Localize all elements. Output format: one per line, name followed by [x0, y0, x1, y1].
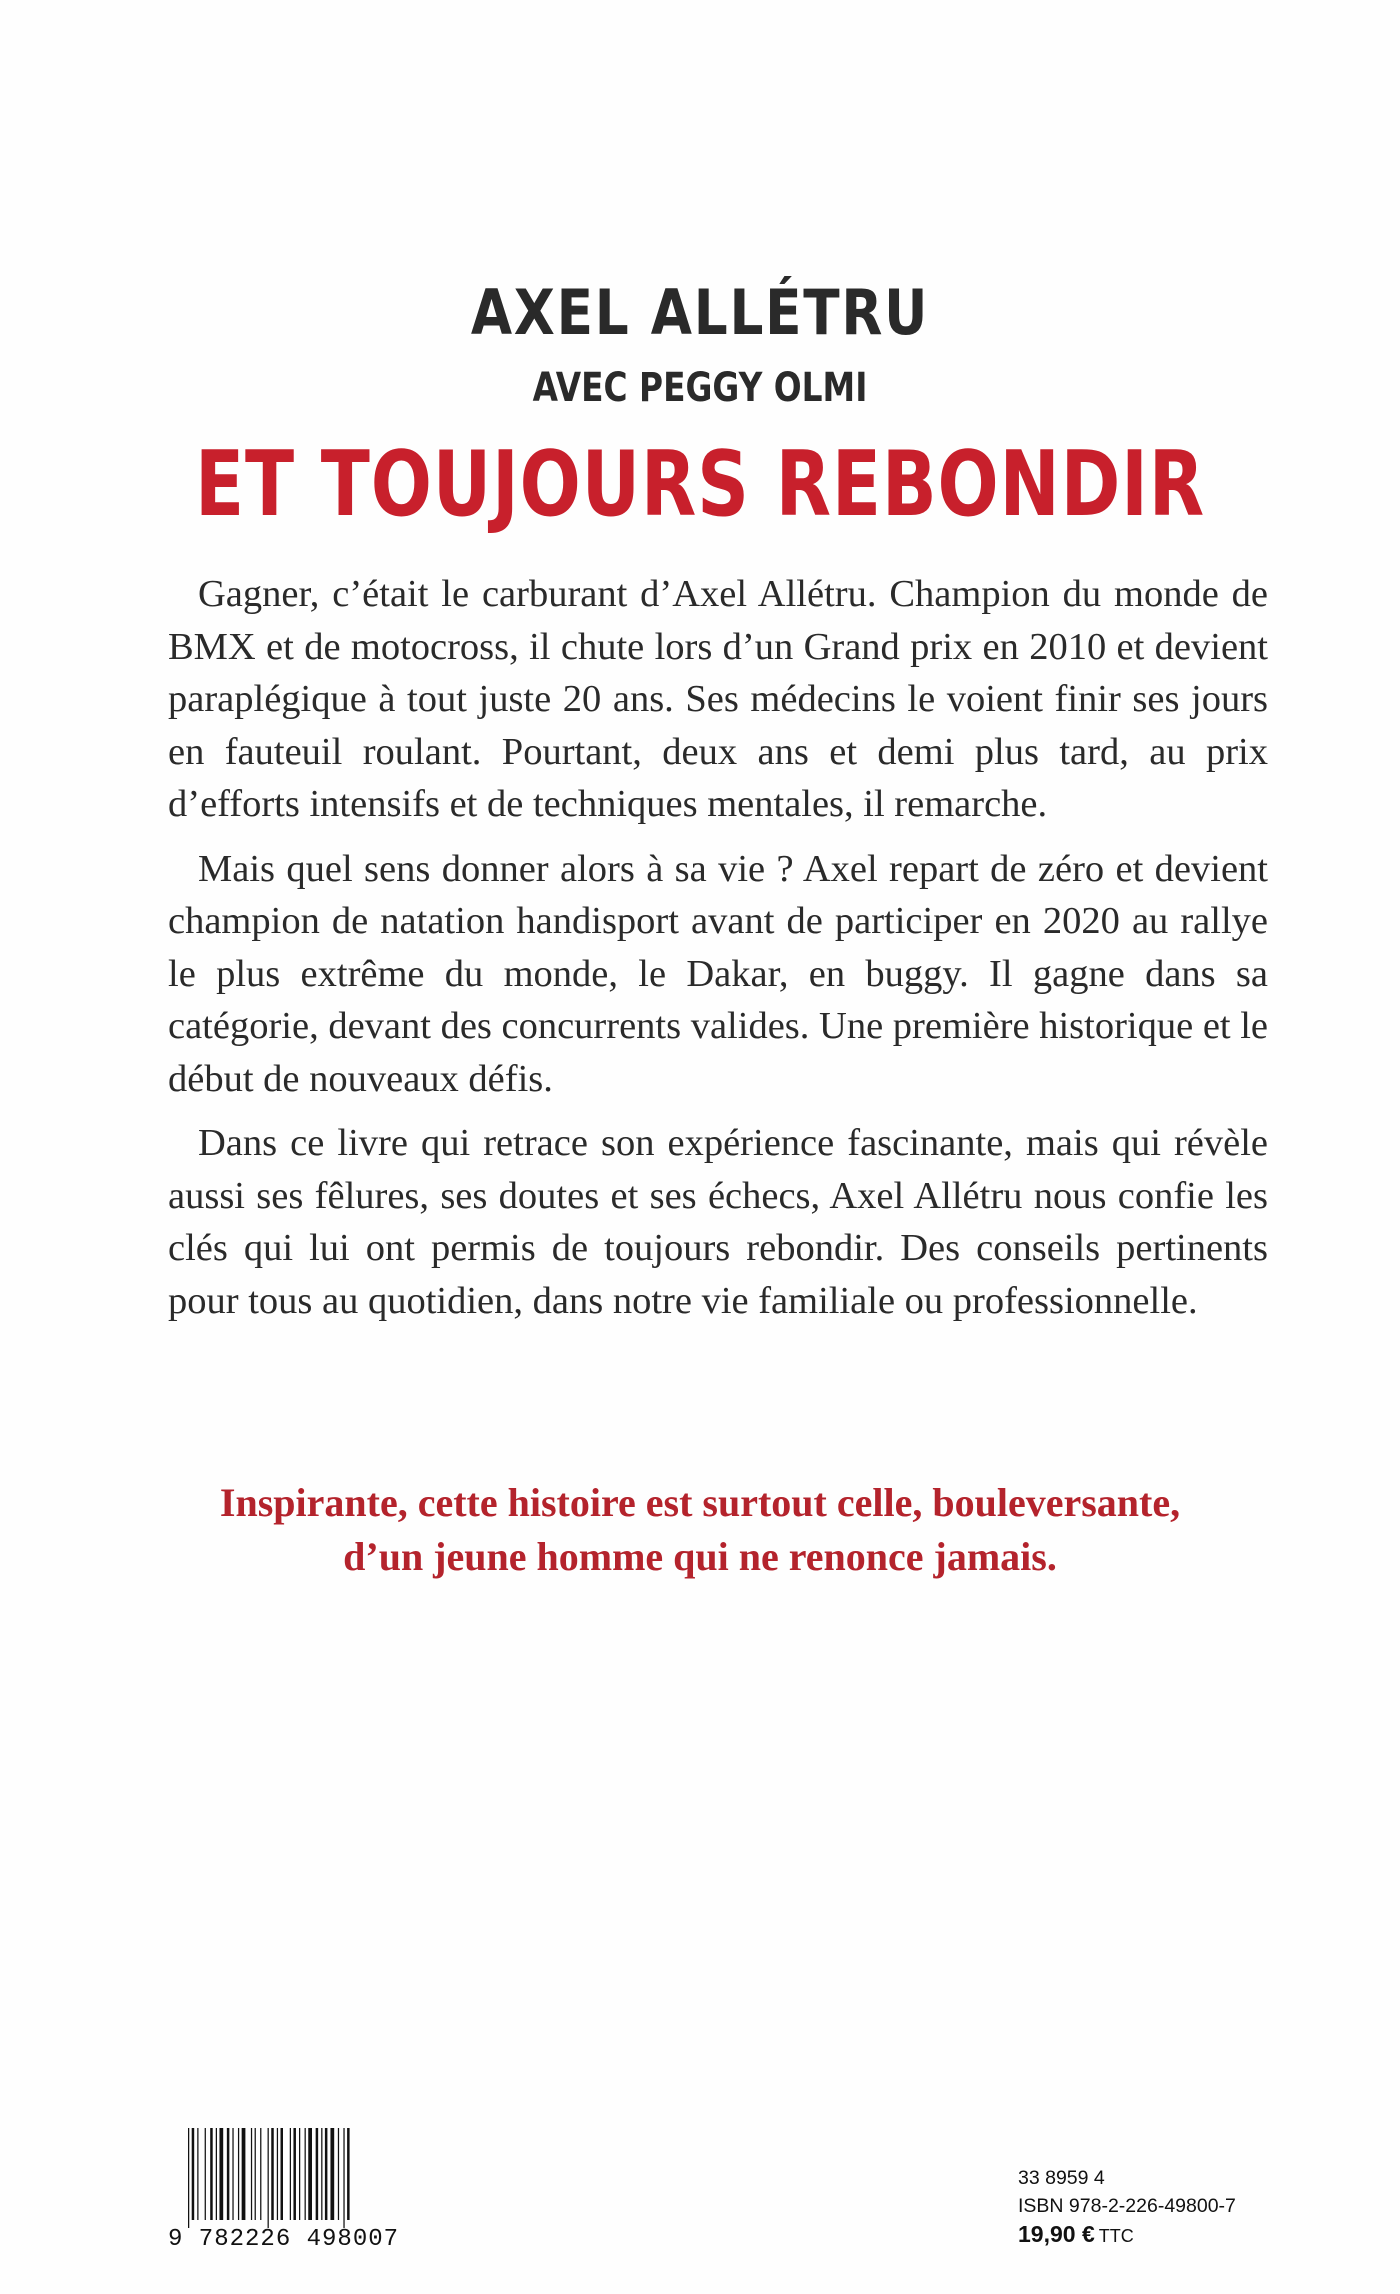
coauthor-name: AVEC PEGGY OLMI [532, 365, 868, 411]
barcode-bar [192, 2128, 195, 2220]
barcode-bar [232, 2128, 233, 2220]
barcode-bar [188, 2128, 189, 2228]
barcode-bar [216, 2128, 217, 2220]
barcode-bar [347, 2128, 350, 2220]
price-box [1018, 2164, 1318, 2250]
barcode [168, 2122, 420, 2262]
barcode-bar [290, 2128, 291, 2220]
tagline-line-1: Inspirante, cette histoire est surtout celle, bouleversante, [219, 1480, 1181, 1525]
barcode-bar [330, 2128, 334, 2220]
blurb-paragraph-1: Gagner, c’était le carburant d’Axel Allétru. Champion du monde de BMX et de motocross, il chute lors d’un Grand prix en 2010 et devient paraplégique à tout juste 20 ans. Ses médecins le voient finir ses jours en fauteuil roulant. Pourtant, deux ans et demi plus tard, au prix d’efforts intensifs et de techniques mentales, il remarche. [168, 573, 1268, 825]
barcode-bar [260, 2128, 261, 2220]
blurb [168, 568, 1268, 1339]
barcode-bars [188, 2128, 410, 2228]
barcode-bar [210, 2128, 213, 2220]
product-code: 33 8959 4 [1018, 2167, 1105, 2189]
barcode-bar [205, 2128, 206, 2220]
isbn: ISBN 978-2-226-49800-7 [1018, 2195, 1236, 2217]
blurb-paragraph-3: Dans ce livre qui retrace son expérience fascinante, mais qui révèle aussi ses fêlures, ses doutes et ses échecs, Axel Allétru nous confie les clés qui lui ont permis de toujours rebondir. Des conseils pertinents pour tous au quotidien, dans notre vie familiale ou professionnelle. [168, 1122, 1268, 1322]
barcode-bar [251, 2128, 252, 2220]
barcode-bar [308, 2128, 312, 2220]
barcode-digits: 9 782226 498007 [168, 2226, 400, 2253]
book-title: ET TOUJOURS REBONDIR [195, 432, 1205, 537]
barcode-bar [238, 2128, 239, 2220]
price-suffix: TTC [1098, 2226, 1134, 2246]
barcode-bar [197, 2128, 198, 2220]
barcode-bar [321, 2128, 322, 2220]
barcode-bar [305, 2128, 306, 2220]
tagline-line-2: d’un jeune homme qui ne renonce jamais. [343, 1534, 1057, 1579]
price: 19,90 € [1018, 2221, 1095, 2247]
barcode-bar [271, 2128, 274, 2220]
price-line [1018, 2220, 1318, 2250]
barcode-bar [227, 2128, 230, 2220]
barcode-bar [338, 2128, 339, 2220]
barcode-bar [255, 2128, 256, 2220]
barcode-bar [242, 2128, 246, 2220]
author-name: AXEL ALLÉTRU [470, 276, 930, 349]
barcode-bar [299, 2128, 300, 2220]
barcode-bar [268, 2128, 269, 2228]
barcode-bar [325, 2128, 328, 2220]
barcode-bar [316, 2128, 319, 2220]
tagline [0, 1476, 1400, 1584]
barcode-bar [343, 2128, 344, 2228]
barcode-bar [219, 2128, 223, 2220]
barcode-bar [277, 2128, 278, 2220]
blurb-paragraph-2: Mais quel sens donner alors à sa vie ? Axel repart de zéro et devient champion de natation handisport avant de participer en 2020 au rallye le plus extrême du monde, le Dakar, en buggy. Il gagne dans sa catégorie, devant des concurrents valides. Une première historique et le début de nouveaux défis. [168, 847, 1269, 1100]
barcode-bar [281, 2128, 284, 2220]
barcode-bar [293, 2128, 296, 2220]
